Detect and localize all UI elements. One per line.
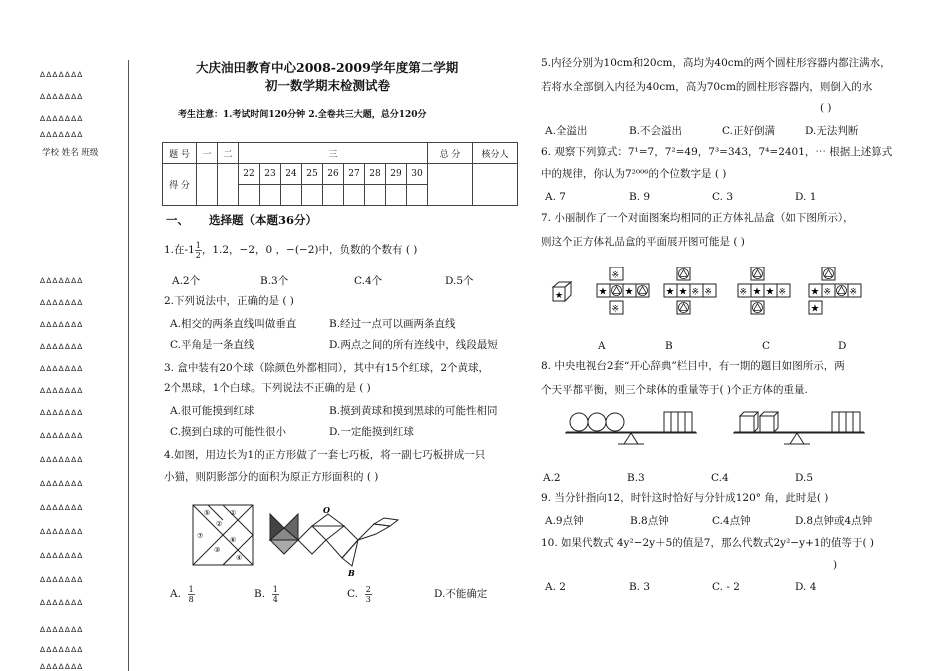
question-5-stem: 若将水全部倒入内径为40cm，高为70cm的圆柱形容器内，则倒入的水 bbox=[541, 81, 873, 93]
option-b bbox=[254, 582, 279, 606]
option-b: B. 9 bbox=[629, 191, 651, 203]
gift-box-cube-figure bbox=[551, 280, 573, 304]
option-b: B.3 bbox=[627, 472, 645, 484]
option-b: B. 3 bbox=[629, 581, 651, 593]
fraction-numerator: 1 bbox=[195, 240, 201, 250]
margin-triangles: ∆∆∆∆∆∆∆ bbox=[40, 386, 84, 395]
net-c bbox=[738, 267, 790, 314]
kome-icon: ※ bbox=[778, 287, 787, 298]
margin-triangles: ∆∆∆∆∆∆∆ bbox=[40, 408, 84, 417]
margin-triangles: ∆∆∆∆∆∆∆ bbox=[40, 70, 84, 79]
question-4-stem: 4.如图，用边长为1的正方形做了一套七巧板，将一副七巧板拼成一只 bbox=[164, 449, 486, 461]
fraction-denominator: 8 bbox=[188, 594, 194, 604]
margin-triangles: ∆∆∆∆∆∆∆ bbox=[40, 551, 84, 560]
kome-icon: ※ bbox=[704, 287, 713, 298]
option-b: B.8点钟 bbox=[630, 515, 669, 527]
exam-notice: 考生注意：1.考试时间120分钟 2.全卷共三大题，总分120分 bbox=[178, 110, 427, 120]
balance-scale-1 bbox=[565, 412, 697, 444]
score-cell bbox=[473, 164, 518, 206]
kome-icon: ※ bbox=[739, 287, 748, 298]
question-7-stem: 则这个正方体礼品盒的平面展开图可能是 ( ) bbox=[541, 236, 745, 248]
q1-fraction bbox=[195, 241, 202, 260]
option-a: A.2个 bbox=[172, 275, 201, 287]
net-d bbox=[809, 267, 861, 315]
binding-line bbox=[128, 60, 129, 671]
margin-triangles: ∆∆∆∆∆∆∆ bbox=[40, 431, 84, 440]
question-1-stem bbox=[164, 240, 417, 260]
score-table-header: 二 bbox=[218, 143, 239, 164]
option-c bbox=[347, 582, 372, 606]
section-heading bbox=[166, 213, 317, 227]
option-b: B.不会溢出 bbox=[629, 125, 683, 137]
question-6-stem: 中的规律，你认为7²⁰⁰⁶的个位数字是 ( ) bbox=[541, 168, 727, 180]
option-d: D.8点钟或4点钟 bbox=[795, 515, 873, 527]
star-icon: ★ bbox=[810, 286, 820, 298]
kome-icon: ※ bbox=[611, 270, 620, 281]
margin-triangles: ∆∆∆∆∆∆∆ bbox=[40, 92, 84, 101]
exam-title-line1: 大庆油田教育中心2008-2009学年度第二学期 bbox=[196, 60, 459, 75]
star-icon: ★ bbox=[765, 286, 775, 298]
tangram-cat-figure bbox=[266, 500, 406, 580]
option-c: C.4个 bbox=[354, 275, 383, 287]
section-number: 一、 bbox=[166, 213, 189, 227]
margin-triangles: ∆∆∆∆∆∆∆ bbox=[40, 276, 84, 285]
question-number-cell: 30 bbox=[407, 164, 428, 185]
question-2-stem: 2.下列说法中，正确的是 ( ) bbox=[164, 295, 294, 307]
score-cell bbox=[302, 185, 323, 206]
option-d: D. 1 bbox=[795, 191, 817, 203]
question-number-cell: 26 bbox=[323, 164, 344, 185]
tangram-square-figure bbox=[192, 504, 254, 566]
option-a: A.相交的两条直线叫做垂直 bbox=[170, 318, 297, 330]
option-a bbox=[170, 582, 195, 606]
margin-triangles: ∆∆∆∆∆∆∆ bbox=[40, 575, 84, 584]
score-cell bbox=[281, 185, 302, 206]
fraction-numerator: 1 bbox=[272, 584, 278, 594]
star-icon: ★ bbox=[810, 303, 820, 315]
margin-triangles: ∆∆∆∆∆∆∆ bbox=[40, 364, 84, 373]
question-8-stem: 个天平都平衡，则三个球体的重量等于( )个正方体的重量. bbox=[541, 384, 808, 396]
star-icon: ★ bbox=[678, 286, 688, 298]
option-d: D.5 bbox=[795, 472, 814, 484]
q1-prefix: 1.在- bbox=[164, 244, 189, 256]
option-b: B.3个 bbox=[260, 275, 289, 287]
score-table-header: 三 bbox=[239, 143, 428, 164]
question-number-cell: 29 bbox=[386, 164, 407, 185]
margin-triangles: ∆∆∆∆∆∆∆ bbox=[40, 130, 84, 139]
net-label: C bbox=[762, 340, 771, 352]
margin-triangles: ∆∆∆∆∆∆∆ bbox=[40, 503, 84, 512]
option-a: A.9点钟 bbox=[545, 515, 584, 527]
star-icon: ★ bbox=[555, 291, 564, 301]
option-label: C. bbox=[347, 588, 358, 600]
tangram-label: ⑤ bbox=[204, 509, 211, 517]
student-info-label: 学校 姓名 班级 bbox=[42, 148, 99, 158]
question-6-stem: 6. 观察下列算式：7¹=7，7²=49，7³=343，7⁴=2401，⋯ 根据上述算式 bbox=[541, 146, 893, 158]
exam-title-line2: 初一数学期末检测试卷 bbox=[265, 78, 391, 93]
point-label: B bbox=[348, 568, 355, 578]
question-10-stem: 10. 如果代数式 4y²−2y＋5的值是7，那么代数式2y²−y+1的值等于( ) bbox=[541, 537, 875, 549]
section-title: 选择题（本题36分） bbox=[209, 213, 318, 227]
question-number-cell: 24 bbox=[281, 164, 302, 185]
score-cell bbox=[260, 185, 281, 206]
cube-nets-figure bbox=[590, 267, 880, 319]
margin-triangles: ∆∆∆∆∆∆∆ bbox=[40, 114, 84, 123]
score-cell bbox=[344, 185, 365, 206]
score-table bbox=[162, 142, 518, 206]
score-table-label: 得 分 bbox=[163, 164, 197, 206]
answer-paren: ) bbox=[833, 559, 838, 571]
kome-icon: ※ bbox=[611, 304, 620, 315]
margin-triangles: ∆∆∆∆∆∆∆ bbox=[40, 342, 84, 351]
balance-scales-figure bbox=[564, 402, 884, 458]
option-fraction bbox=[188, 585, 195, 604]
option-c: C.摸到白球的可能性很小 bbox=[170, 426, 286, 438]
option-fraction bbox=[272, 585, 279, 604]
option-a: A. 2 bbox=[545, 581, 566, 593]
star-icon: ★ bbox=[665, 286, 675, 298]
option-fraction bbox=[365, 585, 372, 604]
margin-triangles: ∆∆∆∆∆∆∆ bbox=[40, 298, 84, 307]
answer-paren: ( ) bbox=[820, 102, 832, 114]
option-c: C.正好倒满 bbox=[722, 125, 775, 137]
tangram-label: ① bbox=[230, 509, 237, 517]
tangram-label: ⑥ bbox=[230, 536, 237, 544]
margin-triangles: ∆∆∆∆∆∆∆ bbox=[40, 479, 84, 488]
score-cell bbox=[407, 185, 428, 206]
option-label: B. bbox=[254, 588, 266, 600]
score-cell bbox=[323, 185, 344, 206]
balance-scale-2 bbox=[733, 412, 865, 444]
score-cell bbox=[428, 164, 473, 206]
kome-icon: ※ bbox=[849, 287, 858, 298]
question-3-stem: 3. 盒中装有20个球（除颜色外都相同），其中有15个红球，2个黄球， bbox=[164, 362, 490, 374]
option-a: A.2 bbox=[543, 472, 561, 484]
option-a: A. 7 bbox=[545, 191, 566, 203]
star-icon: ★ bbox=[624, 286, 634, 298]
net-a bbox=[597, 267, 649, 315]
option-c: C.4 bbox=[711, 472, 729, 484]
net-b bbox=[664, 267, 716, 314]
question-3-stem: 2个黑球，1个白球。下列说法不正确的是 ( ) bbox=[164, 382, 371, 394]
question-4-stem: 小猫，则阴影部分的面积为原正方形面积的 ( ) bbox=[164, 471, 379, 483]
margin-triangles: ∆∆∆∆∆∆∆ bbox=[40, 527, 84, 536]
net-label: A bbox=[598, 340, 606, 352]
margin-triangles: ∆∆∆∆∆∆∆ bbox=[40, 320, 84, 329]
fraction-numerator: 1 bbox=[188, 584, 194, 594]
score-table-header: 一 bbox=[197, 143, 218, 164]
question-7-stem: 7. 小丽制作了一个对面图案均相同的正方体礼品盒（如下图所示）， bbox=[541, 212, 854, 224]
margin-triangles: ∆∆∆∆∆∆∆ bbox=[40, 598, 84, 607]
question-8-stem: 8. 中央电视台2套“开心辞典”栏目中，有一期的题目如图所示，两 bbox=[541, 360, 845, 372]
option-d: D. 4 bbox=[795, 581, 817, 593]
margin-triangles: ∆∆∆∆∆∆∆ bbox=[40, 455, 84, 464]
net-label: D bbox=[838, 340, 847, 352]
score-table-header: 总 分 bbox=[428, 143, 473, 164]
option-d: D.不能确定 bbox=[434, 588, 488, 600]
score-cell bbox=[239, 185, 260, 206]
margin-triangles: ∆∆∆∆∆∆∆ bbox=[40, 625, 84, 634]
option-c: C. - 2 bbox=[712, 581, 740, 593]
option-label: A. bbox=[170, 588, 181, 600]
question-number-cell: 27 bbox=[344, 164, 365, 185]
score-table-header: 核分人 bbox=[473, 143, 518, 164]
score-cell bbox=[386, 185, 407, 206]
margin-triangles: ∆∆∆∆∆∆∆ bbox=[40, 645, 84, 654]
option-c: C.平角是一条直线 bbox=[170, 339, 255, 351]
fraction-denominator: 3 bbox=[365, 594, 371, 604]
option-c: C. 3 bbox=[712, 191, 734, 203]
option-d: D.5个 bbox=[445, 275, 474, 287]
score-cell bbox=[197, 164, 218, 206]
question-5-stem: 5.内径分别为10cm和20cm，高均为40cm的两个圆柱形容器内都注满水， bbox=[541, 57, 891, 69]
option-a: A.全溢出 bbox=[545, 125, 588, 137]
option-d: D.无法判断 bbox=[805, 125, 859, 137]
tangram-label: ⑦ bbox=[197, 532, 204, 540]
option-d: D.一定能摸到红球 bbox=[329, 426, 414, 438]
tangram-label: ③ bbox=[214, 546, 221, 554]
score-cell bbox=[365, 185, 386, 206]
option-d: D.两点之间的所有连线中，线段最短 bbox=[329, 339, 498, 351]
fraction-numerator: 2 bbox=[365, 584, 371, 594]
star-icon: ★ bbox=[598, 286, 608, 298]
option-c: C.4点钟 bbox=[712, 515, 751, 527]
question-number-cell: 23 bbox=[260, 164, 281, 185]
kome-icon: ※ bbox=[823, 287, 832, 298]
margin-triangles: ∆∆∆∆∆∆∆ bbox=[40, 662, 84, 671]
tangram-label: ④ bbox=[236, 554, 243, 562]
tangram-label: ② bbox=[216, 520, 223, 528]
score-table-header: 题 号 bbox=[163, 143, 197, 164]
question-number-cell: 25 bbox=[302, 164, 323, 185]
question-9-stem: 9. 当分针指向12，时针这时恰好与分针成120° 角，此时是( ) bbox=[541, 492, 829, 504]
q1-rest: ，1.2，−2，0 ，−(−2)中，负数的个数有 ( ) bbox=[201, 244, 418, 256]
fraction-denominator: 2 bbox=[195, 250, 201, 260]
point-label: O bbox=[323, 505, 330, 515]
net-label: B bbox=[665, 340, 673, 352]
score-cell bbox=[218, 164, 239, 206]
fraction-denominator: 4 bbox=[272, 594, 278, 604]
kome-icon: ※ bbox=[691, 287, 700, 298]
question-number-cell: 28 bbox=[365, 164, 386, 185]
question-number-cell: 22 bbox=[239, 164, 260, 185]
star-icon: ★ bbox=[752, 286, 762, 298]
q1-mixed-whole: 1 bbox=[188, 244, 195, 256]
option-b: B.经过一点可以画两条直线 bbox=[329, 318, 456, 330]
option-b: B.摸到黄球和摸到黑球的可能性相同 bbox=[329, 405, 498, 417]
option-a: A.很可能摸到红球 bbox=[170, 405, 255, 417]
